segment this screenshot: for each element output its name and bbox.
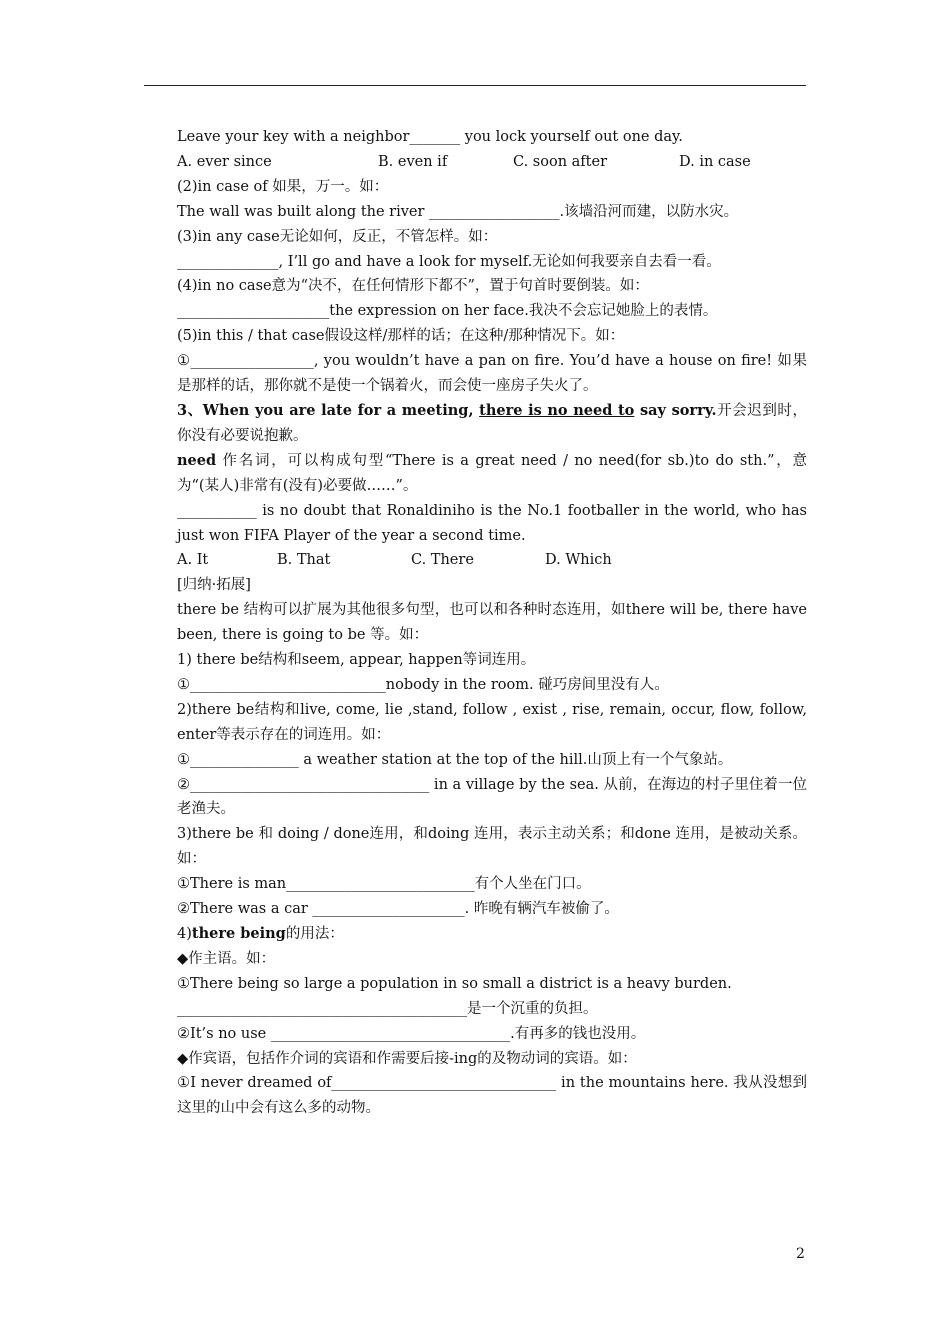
keyword-need: need (177, 451, 217, 469)
option-b: B. even if (378, 153, 448, 170)
answer-options (145, 150, 807, 175)
point-in-no-case: (4)in no case意为“决不，在任何情形下都不”，置于句首时要倒装。如： (177, 278, 649, 295)
rule-text: 的用法： (285, 926, 344, 942)
explanation-text: 作名词，可以构成句型“There is a great need / no need(for sb.)to do sth.”，意为“(某人)非常有(没有)必要做……”。 (177, 452, 807, 494)
example-line: _____________________the expression on her face.我决不会忘记她脸上的表情。 (177, 303, 718, 320)
example-line: The wall was built along the river __________________.该墙沿河而建，以防水灾。 (177, 203, 739, 220)
option-b: B. That (277, 552, 331, 569)
section-heading-3 (145, 399, 807, 449)
option-a: A. It (177, 552, 209, 569)
rule-1: 1) there be结构和seem, appear, happen等词连用。 (177, 652, 536, 669)
answer-options (145, 548, 807, 573)
page-number: 2 (796, 1246, 805, 1262)
rule-3: 3)there be 和 doing / done连用，和doing 连用，表示主动关系；和done 连用，是被动关系。如： (177, 826, 807, 868)
keyword-there-being: there being (191, 925, 286, 942)
exercise-question: Leave your key with a neighbor_______ you lock yourself out one day. (177, 129, 683, 145)
document-body (145, 125, 807, 1121)
example-line: ①There is man__________________________有个人坐在门口。 (177, 876, 591, 893)
rule-number: 4) (177, 926, 192, 942)
example-line: ________________________________________是一个沉重的负担。 (177, 1000, 598, 1017)
heading-part: 3、When you are late for a meeting, (177, 401, 480, 419)
rule-4 (145, 922, 807, 947)
point-in-any-case: (3)in any case无论如何，反正，不管怎样。如： (177, 228, 498, 245)
option-c: C. soon after (513, 153, 607, 170)
header-rule (144, 85, 806, 86)
example-line: ②_________________________________ in a village by the sea. 从前，在海边的村子里住着一位老渔夫。 (177, 776, 807, 818)
example-line: ①There being so large a population in so small a district is a heavy burden. (177, 975, 732, 992)
point-in-case-of: (2)in case of 如果，万一。如： (177, 178, 389, 195)
summary-text: there be 结构可以扩展为其他很多句型，也可以和各种时态连用，如there will be, there have been, there is going to be 等。如： (177, 602, 807, 644)
usage-subject: ◆作主语。如： (177, 950, 276, 967)
rule-2: 2)there be结构和live, come, lie ,stand, follow , exist , rise, remain, occur, flow, follow, enter等表示存在的词连用。如： (177, 701, 807, 743)
point-in-this-case: (5)in this / that case假设这样/那样的话；在这种/那种情况下。如： (177, 328, 625, 345)
example-line: ①_______________ a weather station at the top of the hill.山顶上有一个气象站。 (177, 751, 733, 768)
option-a: A. ever since (177, 153, 272, 170)
example-line: ①_________________, you wouldn’t have a pan on fire. You’d have a house on fire! 如果是那样的话，那你就不是使一个锅着火，而会使一座房子失火了。 (177, 353, 807, 395)
example-line: ②It’s no use _________________________________.有再多的钱也没用。 (177, 1025, 646, 1042)
need-explanation (145, 449, 807, 499)
usage-object: ◆作宾语，包括作介词的宾语和作需要后接-ing的及物动词的宾语。如： (177, 1050, 637, 1067)
option-c: C. There (411, 552, 474, 569)
example-line: ①I never dreamed of_______________________________ in the mountains here. 我从没想到这里的山中会有这么多的动物。 (177, 1075, 807, 1117)
example-line: ②There was a car _____________________. 昨晚有辆汽车被偷了。 (177, 901, 619, 918)
example-line: ______________, I’ll go and have a look for myself.无论如何我要亲自去看一看。 (177, 253, 721, 270)
summary-heading: [归纳·拓展] (177, 577, 251, 594)
option-d: D. in case (679, 153, 751, 170)
heading-underlined: there is no need to (479, 401, 635, 419)
heading-part: say sorry. (634, 401, 717, 419)
example-line: ①___________________________nobody in the room. 碰巧房间里没有人。 (177, 676, 669, 693)
heading-translation: 开会迟到时，你没有必要说抱歉。 (177, 402, 807, 444)
exercise-question: ___________ is no doubt that Ronaldiniho is the No.1 footballer in the world, who has just won FIFA Player of the year a second time. (177, 502, 807, 544)
option-d: D. Which (545, 552, 612, 569)
